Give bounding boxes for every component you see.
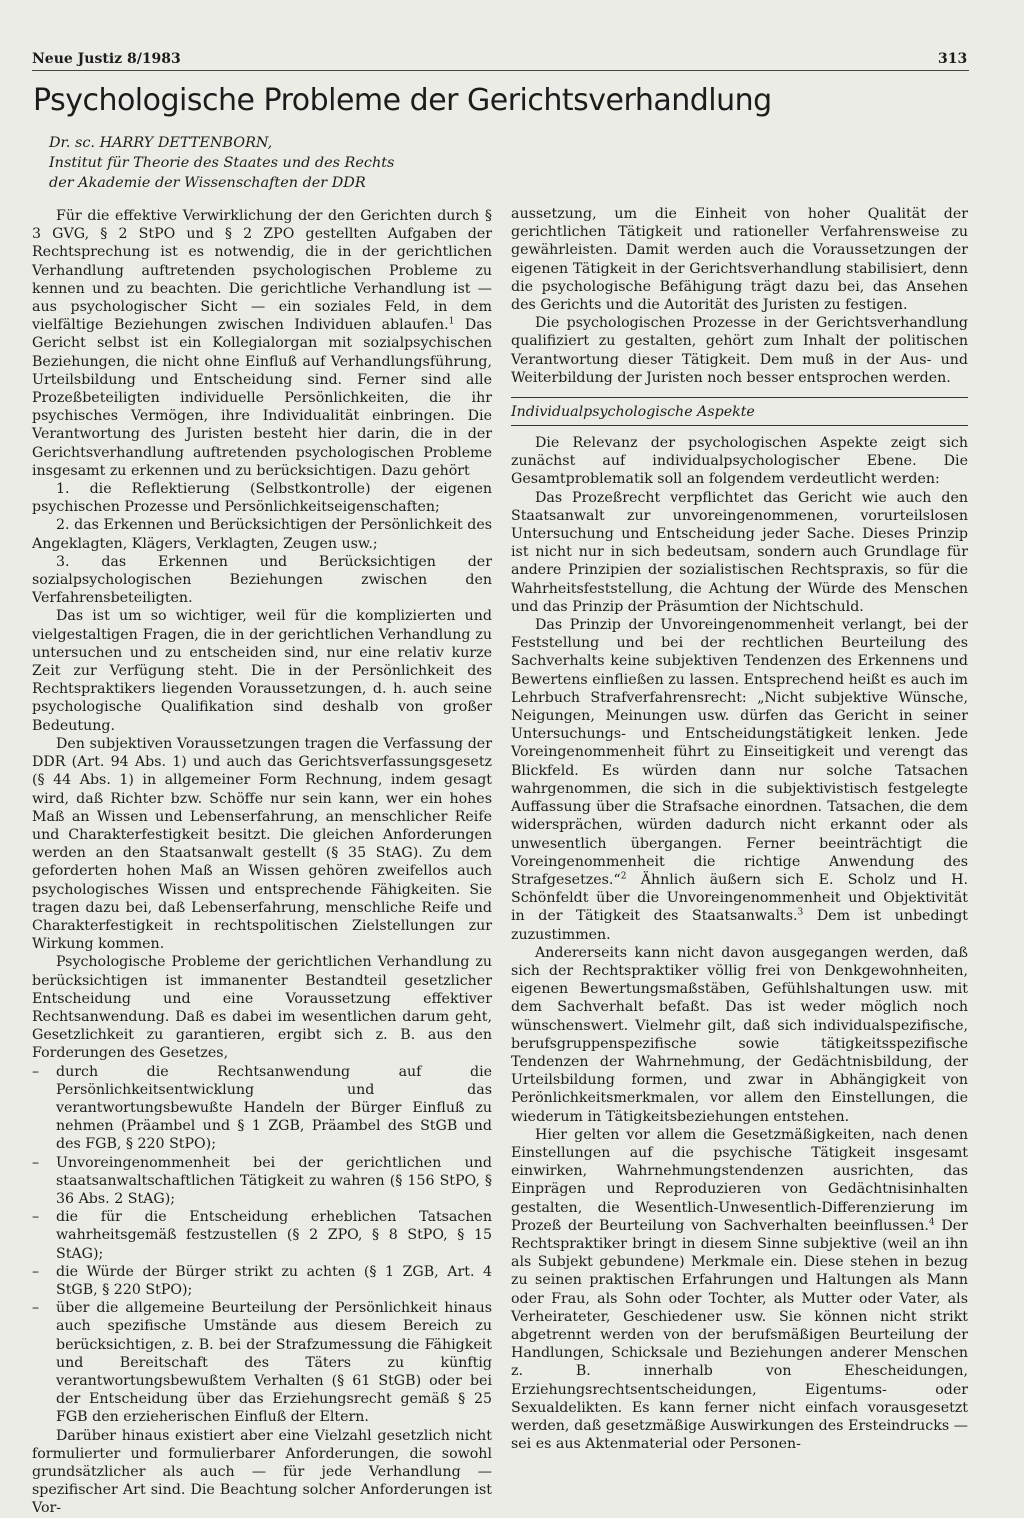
list-item: 2. das Erkennen und Berücksichtigen der Persönlichkeit des Angeklagten, Klägers, Verklagten, Zeugen usw.; — [32, 517, 492, 552]
paragraph: Die Relevanz der psychologischen Aspekte zeigt sich zunächst auf individualpsychologischer Ebene. Die Gesamtproblematik soll an folgendem verdeutlicht werden: — [511, 435, 968, 488]
paragraph: Das Prinzip der Unvoreingenommenheit verlangt, bei der Feststellung und bei der rechtlichen Beurteilung des Sachverhalts keine subjektiven Tendenzen des Erkennens und Bewertens einfließen zu lassen. Entsprechend heißt es auch im Lehrbuch Strafverfahrensrecht: „Nicht subjektive Wünsche, Neigungen, Meinungen usw. dürfen das Gericht in seiner Untersuchungs- und Entscheidungstätigkeit lenken. Jede Voreingenommenheit führt zu Einseitigkeit und verengt das Blickfeld. Es würden dann nur solche Tatsachen wahrgenommen, die sich in die subjektivistisch festgelegte Auffassung über die Strafsache einordnen. Tatsachen, die dem widersprächen, würden dadurch nicht erkannt oder als unwesentlich übergangen. Ferner beeinträchtigt die Voreingenommenheit die richtige Anwendung des Strafgesetzes.“$^2$ Ähnlich äußern sich E. Scholz und H. Schönfeldt über die Unvoreingenommenheit und Objektivität in der Tätigkeit des Staatsanwalts.$^3$ Dem ist unbedingt zuzustimmen. — [511, 617, 968, 943]
paragraph: Darüber hinaus existiert aber eine Vielzahl gesetzlich nicht formulierter und formulierbarer Anforderungen, die sowohl grundsätzlicher als auch — für jede Verhandlung — spezifischer Art sind. Die Beachtung solcher Anforderungen ist Vor- — [32, 1427, 492, 1517]
journal-issue: Neue Justiz 8/1983 — [32, 51, 181, 67]
paragraph: Das ist um so wichtiger, weil für die komplizierten und vielgestaltigen Fragen, die in der gerichtlichen Verhandlung zu untersuchen und zu entscheiden sind, nur eine relativ kurze Zeit zur Verfügung steht. Die in der Persönlichkeit des Rechtspraktikers liegenden Voraussetzungen, d. h. auch seine psychologische Qualifikation sind deshalb von großer Bedeutung. — [32, 608, 492, 734]
list-item: – die für die Entscheidung erheblichen Tatsachen wahrheitsgemäß festzustellen (§ 2 ZPO, § 8 StPO, § 15 StAG); — [32, 1208, 492, 1263]
paragraph: Die psychologischen Prozesse in der Gerichtsverhandlung qualifiziert zu gestalten, gehört zum Inhalt der politischen Verantwortung dieser Tätigkeit. Dem muß in der Aus- und Weiterbildung der Juristen noch besser entsprochen werden. — [511, 315, 968, 386]
paragraph: Für die effektive Verwirklichung der den Gerichten durch § 3 GVG, § 2 StPO und § 2 ZPO gestellten Aufgaben der Rechtsprechung ist es notwendig, die in der gerichtlichen Verhandlung auftretenden psychologischen Probleme zu kennen und zu beachten. Die gerichtliche Verhandlung ist — aus psychologischer Sicht — ein soziales Feld, in dem vielfältige Beziehungen zwischen Individuen ablaufen.$^1$ Das Gericht selbst ist ein Kollegialorgan mit sozialpsychischen Beziehungen, die nicht ohne Einfluß auf Verhandlungsführung, Urteilsbildung und Entscheidung sind. Ferner sind alle Prozeßbeteiligten individuelle Persönlichkeiten, die ihr psychisches Vermögen, ihre Individualität einbringen. Die Verantwortung des Juristen besteht hier darin, die in der Gerichtsverhandlung auftretenden psychologischen Probleme insgesamt zu erkennen und zu berücksichtigen. Dazu gehört — [32, 208, 493, 479]
list-item: 1. die Reflektierung (Selbstkontrolle) der eigenen psychischen Prozesse und Persönlichkeitseigenschaften; — [32, 481, 492, 516]
author-affiliation-line-2: der Akademie der Wissenschaften der DDR — [49, 175, 366, 191]
list-item: – Unvoreingenommenheit bei der gerichtlichen und staatsanwaltschaftlichen Tätigkeit zu wahren (§ 156 StPO, § 36 Abs. 2 StAG); — [32, 1154, 492, 1209]
dash-list — [32, 1063, 492, 1427]
paragraph: Andererseits kann nicht davon ausgegangen werden, daß sich der Rechtspraktiker völlig frei von Denkgewohnheiten, eigenen Bewertungsmaßstäben, Gefühlshaltungen usw. mit dem Sachverhalt befaßt. Das ist weder möglich noch wünschenswert. Vielmehr gilt, daß sich individualspezifische, berufsgruppenspezifische sowie tätigkeitsspezifische Tendenzen der Wahrnehmung, der Gedächtnisbildung, der Urteilsbildung formen, und zwar in Abhängigkeit von Perönlichkeitsmerkmalen, vor allem den Einstellungen, die wiederum in Tätigkeitsbeziehungen entstehen. — [511, 944, 968, 1125]
paragraph: Psychologische Probleme der gerichtlichen Verhandlung zu berücksichtigen ist immanenter Bestandteil gesetzlicher Entscheidung und eine Voraussetzung effektiver Rechtsanwendung. Daß es dabei im wesentlichen darum geht, Gesetzlichkeit zu garantieren, ergibt sich z. B. aus den Forderungen des Gesetzes, — [32, 954, 492, 1062]
footnote-ref: 1 — [448, 316, 455, 327]
footnote-ref: 2 — [620, 871, 627, 882]
list-item: – die Würde der Bürger strikt zu achten (§ 1 ZGB, Art. 4 StGB, § 220 StPO); — [32, 1263, 492, 1299]
footnote-ref: 4 — [928, 1217, 935, 1228]
paragraph: aussetzung, um die Einheit von hoher Qualität der gerichtlichen Tätigkeit und rationeller Verfahrensweise zu gewährleisten. Damit werden auch die Voraussetzungen der eigenen Tätigkeit in der Gerichtsverhandlung stabilisiert, denn die psychologische Befähigung trägt dazu bei, das Ansehen des Gerichts und die Autorität des Juristen zu festigen. — [511, 206, 968, 314]
article-title: Psychologische Probleme der Gerichtsverhandlung — [33, 83, 772, 118]
page-number: 313 — [938, 51, 968, 67]
right-column — [511, 205, 968, 1453]
paragraph: Hier gelten vor allem die Gesetzmäßigkeiten, nach denen Einstellungen auf die psychische Tätigkeit insgesamt einwirken, Wahrnehmungstendenzen ausrichten, das Einprägen und Reproduzieren von Gedächtnisinhalten gestalten, die Wesentlich-Unwesentlich-Differenzierung im Prozeß der Beurteilung von Sachverhalten beeinflussen.$^4$ Der Rechtspraktiker bringt in diesem Sinne subjektive (weil an ihn als Subjekt gebundene) Merkmale ein. Diese stehen in bezug zu seinen praktischen Erfahrungen und Haltungen als Mann oder Frau, als Sohn oder Tochter, als Mutter oder Vater, als Verheirateter, Geschiedener usw. Sie können nicht strikt abgetrennt werden von der berufsmäßigen Beurteilung der Handlungen, Schicksale und Beziehungen anderer Menschen z. B. innerhalb von Ehescheidungen, Erziehungsrechtsentscheidungen, Eigentums- oder Sexualdelikten. Es kann ferner nicht einfach vorausgesetzt werden, daß gesetzmäßige Auswirkungen des Ersteindrucks — sei es aus Aktenmaterial oder Personen- — [511, 1126, 968, 1453]
byline — [49, 133, 394, 193]
paragraph: Das Prozeßrecht verpflichtet das Gericht wie auch den Staatsanwalt zur unvoreingenommenen, vorurteilslosen Untersuchung und Entscheidung jeder Sache. Dieses Prinzip ist nicht nur in sich bedeutsam, sondern auch Grundlage für andere Prinzipien der sozialistischen Rechtspraxis, so für die Wahrheitsfeststellung, die Achtung der Würde des Menschen und das Prinzip der Präsumtion der Nichtschuld. — [511, 489, 968, 615]
author-name: Dr. sc. HARRY DETTENBORN, — [49, 135, 273, 151]
list-item: 3. das Erkennen und Berücksichtigen der sozialpsychologischen Beziehungen zwischen den Verfahrensbeteiligten. — [32, 553, 492, 607]
list-item: – durch die Rechtsanwendung auf die Persönlichkeitsentwicklung und das verantwortungsbewußte Handeln der Bürger Einfluß zu nehmen (Präambel und § 1 ZGB, Präambel des StGB und des FGB, § 220 StPO); — [32, 1063, 492, 1154]
numbered-list — [32, 480, 492, 607]
section-heading: Individualpsychologische Aspekte — [511, 397, 968, 426]
paragraph: Den subjektiven Voraussetzungen tragen die Verfassung der DDR (Art. 94 Abs. 1) und auch das Gerichtsverfassungsgesetz (§ 44 Abs. 1) in allgemeiner Form Rechnung, indem gesagt wird, daß Richter bzw. Schöffe nur sein kann, wer ein hohes Maß an Wissen und Lebenserfahrung, an menschlicher Reife und Charakterfestigkeit besitzt. Die gleichen Anforderungen werden an den Staatsanwalt gestellt (§ 35 StAG). Zu dem geforderten hohen Maß an Wissen gehören zweifellos auch psychologisches Wissen und entsprechende Fähigkeiten. Sie tragen dazu bei, daß Lebenserfahrung, menschliche Reife und Charakterfestigkeit in rechtspolitischen Zielstellungen zur Wirkung kommen. — [32, 735, 492, 953]
header-rule — [32, 70, 969, 71]
left-column — [32, 207, 492, 1518]
footnote-ref: 3 — [797, 907, 804, 918]
list-item: – über die allgemeine Beurteilung der Persönlichkeit hinaus auch spezifische Umstände aus diesem Bereich zu berücksichtigen, z. B. bei der Strafzumessung die Fähigkeit und Bereitschaft des Täters zu künftig verantwortungsbewußtem Verhalten (§ 61 StGB) oder bei der Entscheidung über das Erziehungsrecht gemäß § 25 FGB den erzieherischen Einfluß der Eltern. — [32, 1299, 492, 1426]
author-affiliation-line-1: Institut für Theorie des Staates und des Rechts — [49, 155, 395, 171]
